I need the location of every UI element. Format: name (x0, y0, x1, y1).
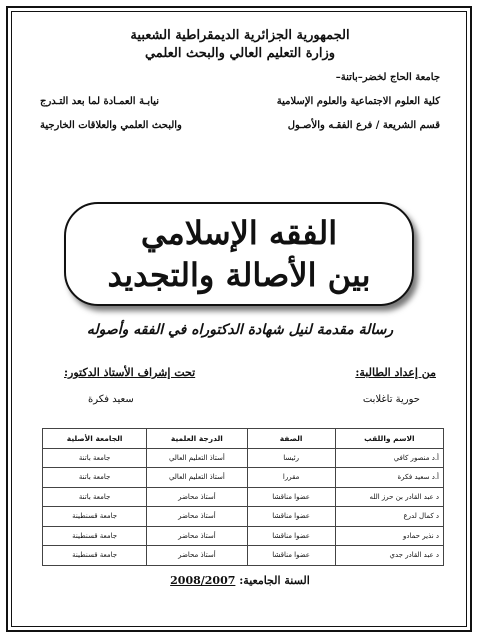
member-university: جامعة باتنة (43, 468, 147, 488)
table-row (43, 526, 444, 546)
thesis-title-line1: الفقه الإسلامي (140, 214, 338, 252)
deputy-dean-office: نيابـة العمـادة لما بعد التـدرج (40, 96, 159, 107)
member-rank: أستاذ محاضر (147, 526, 247, 546)
member-university: جامعة قسنطينة (43, 546, 147, 566)
member-role: عضوا مناقشا (247, 487, 335, 507)
table-row (43, 487, 444, 507)
thesis-title-line2: بين الأصالة والتجديد (107, 256, 371, 294)
member-rank: أستاذ محاضر (147, 507, 247, 527)
member-name: د عبد القادر بن حرز الله (335, 487, 443, 507)
member-role: رئيسا (247, 448, 335, 468)
member-rank: أستاذ التعليم العالي (147, 448, 247, 468)
member-university: جامعة باتنة (43, 487, 147, 507)
member-role: عضوا مناقشا (247, 546, 335, 566)
thesis-subtitle: رسالة مقدمة لنيل شهادة الدكتوراه في الفقه وأصوله (86, 322, 394, 338)
table-row (43, 468, 444, 488)
member-university: جامعة قسنطينة (43, 507, 147, 527)
member-name: د نذير حمادو (335, 526, 443, 546)
member-role: عضوا مناقشا (247, 526, 335, 546)
academic-year (0, 574, 480, 587)
member-university: جامعة باتنة (43, 448, 147, 468)
department-name: قسم الشريعة / فرع الفقـه والأصـول (287, 120, 440, 131)
prepared-by-label: من إعداد الطالبة: (355, 366, 436, 379)
member-rank: أستاذ محاضر (147, 546, 247, 566)
column-header-rank: الدرجة العلمية (147, 429, 247, 449)
member-role: عضوا مناقشا (247, 507, 335, 527)
column-header-name: الاسم واللقب (335, 429, 443, 449)
column-header-university: الجامعة الأصلية (43, 429, 147, 449)
column-header-role: الصفة (247, 429, 335, 449)
table-row (43, 546, 444, 566)
member-rank: أستاذ التعليم العالي (147, 468, 247, 488)
member-name: أ.د سعيد فكرة (335, 468, 443, 488)
ministry-heading: وزارة التعليم العالي والبحث العلمي (144, 46, 336, 61)
member-name: د كمال لدرع (335, 507, 443, 527)
title-box (64, 202, 414, 306)
table-row (43, 448, 444, 468)
committee-table (42, 428, 444, 566)
republic-heading: الجمهورية الجزائرية الديمقراطية الشعبية (130, 28, 350, 43)
committee-header-row (43, 429, 444, 449)
member-rank: أستاذ محاضر (147, 487, 247, 507)
academic-year-label: السنة الجامعية: (239, 574, 310, 587)
member-name: أ.د منصور كافي (335, 448, 443, 468)
supervisor-label: تحت إشراف الأستاذ الدكتور: (64, 366, 196, 379)
supervisor-name: سعيد فكرة (88, 394, 134, 405)
university-name: جامعة الحاج لخضر–باتنة– (335, 72, 440, 83)
member-name: د عبد القادر جدي (335, 546, 443, 566)
member-role: مقررا (247, 468, 335, 488)
academic-year-value: 2008/2007 (170, 574, 236, 587)
research-relations: والبحث العلمي والعلاقات الخارجية (40, 120, 182, 131)
faculty-name: كلية العلوم الاجتماعية والعلوم الإسلامية (276, 96, 440, 107)
table-row (43, 507, 444, 527)
member-university: جامعة قسنطينة (43, 526, 147, 546)
student-name: حورية تاغلابت (362, 394, 420, 405)
